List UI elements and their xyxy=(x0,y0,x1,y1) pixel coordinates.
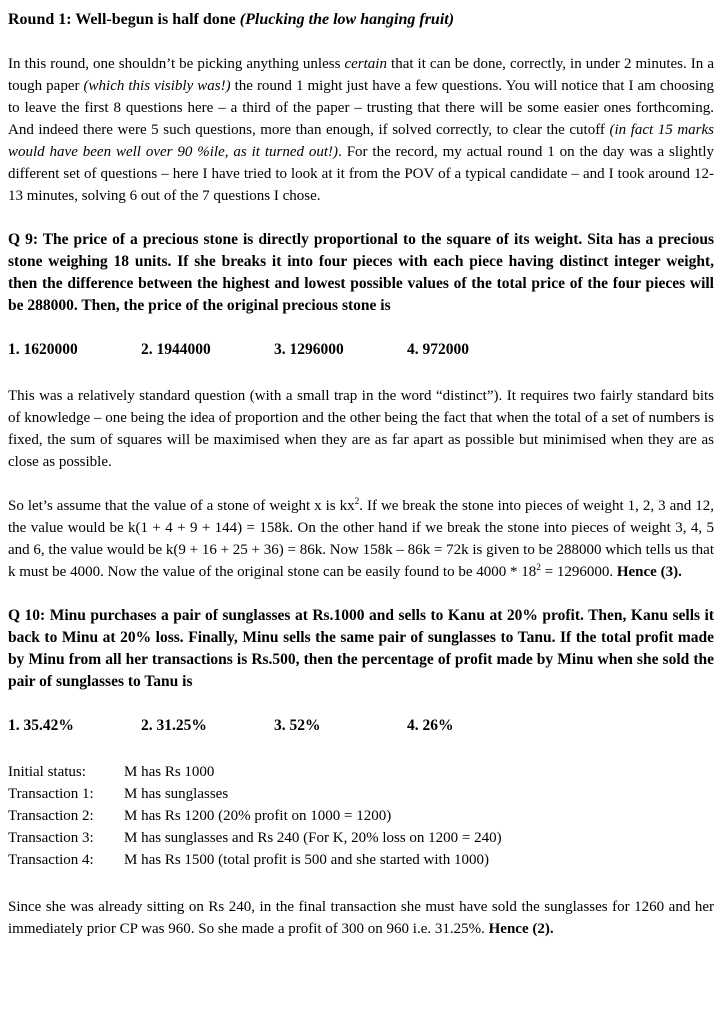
transaction-value: M has sunglasses and Rs 240 (For K, 20% loss on 1200 = 240) xyxy=(124,830,502,846)
text-segment: that it can be done, correctly, in under 2 minutes. In a tough paper xyxy=(8,56,714,94)
transaction-row xyxy=(8,805,714,827)
text-segment: 2 xyxy=(536,563,541,573)
q9-option-4: 4. 972000 xyxy=(407,341,469,358)
text-segment: Hence (2). xyxy=(488,921,554,937)
q10-option-4: 4. 26% xyxy=(407,717,454,734)
transaction-value: M has sunglasses xyxy=(124,786,229,802)
q10-options-row xyxy=(8,715,714,737)
q10-question: Q 10: Minu purchases a pair of sunglasses at Rs.1000 and sells to Kanu at 20% profit. Then, Kanu sells it back to Minu at 20% loss. Finally, Minu sells the same pair of sunglasses to Tanu. If the total profit made by Minu from all her transactions is Rs.500, then the percentage of profit made by Minu when she sold the pair of sunglasses to Tanu is xyxy=(8,607,714,690)
q9-option-1: 1. 1620000 xyxy=(8,341,78,358)
transaction-label: Transaction 4: xyxy=(8,852,94,868)
text-segment: (in fact 15 marks would have been well over 90 %ile, as it turned out!) xyxy=(8,122,714,160)
text-segment: (Plucking the low hanging fruit) xyxy=(239,11,455,28)
transaction-row xyxy=(8,849,714,871)
transaction-row xyxy=(8,783,714,805)
transaction-label: Transaction 3: xyxy=(8,830,94,846)
text-segment: In this round, one shouldn’t be picking anything unless xyxy=(8,56,345,72)
q9-option-3: 3. 1296000 xyxy=(274,341,344,358)
q10-transactions-list xyxy=(8,761,714,871)
q10-option-1: 1. 35.42% xyxy=(8,717,74,734)
transaction-value: M has Rs 1000 xyxy=(124,764,215,780)
text-segment: Round 1: Well-begun is half done xyxy=(8,11,240,28)
intro-paragraph xyxy=(8,53,714,207)
text-segment: (which this visibly was!) xyxy=(83,78,231,94)
text-segment: = 1296000. xyxy=(540,564,617,580)
q9-option-2: 2. 1944000 xyxy=(141,341,211,358)
transaction-row xyxy=(8,827,714,849)
text-segment: certain xyxy=(344,56,387,72)
text-segment: . If we break the stone into pieces of weight 1, 2, 3 and 12, the value would be k(1 + 4 + 9 + 144) = 158k. On the other hand if we break the stone into pieces of weight 3, 4, 5 and 6, the value would be k(9 + 16 + 25 + 36) = 86k. Now 158k – 86k = 72k is given to be 288000 which tells us that k must be 4000. Now the value of the original stone can be easily found to be 4000 * 18 xyxy=(8,498,714,580)
text-segment: 2 xyxy=(354,497,360,507)
text-segment: the round 1 might just have a few questions. You will notice that I am choosing to leave the first 8 questions here – a third of the paper – trusting that there will be some easier ones forthcoming. And indeed there were 5 such questions, more than enough, if solved correctly, to clear the cutoff xyxy=(8,78,714,138)
q9-question: Q 9: The price of a precious stone is directly proportional to the square of its weight. Sita has a precious stone weighing 18 units. If she breaks it into four pieces with each piece having distinct integer weight, then the difference between the highest and lowest possible values of the total price of the four pieces will be 288000. Then, the price of the original precious stone is xyxy=(8,231,714,314)
q9-options-row xyxy=(8,339,714,361)
transaction-value: M has Rs 1200 (20% profit on 1000 = 1200) xyxy=(124,808,392,824)
transaction-label: Initial status: xyxy=(8,764,86,780)
q9-solution-paragraph xyxy=(8,495,714,583)
round-heading xyxy=(8,9,714,31)
text-segment: So let’s assume that the value of a stone of weight x is kx xyxy=(8,498,355,514)
q10-option-2: 2. 31.25% xyxy=(141,717,207,734)
text-segment: Since she was already sitting on Rs 240, in the final transaction she must have sold the sunglasses for 1260 and her immediately prior CP was 960. So she made a profit of 300 on 960 i.e. 31.25%. xyxy=(8,899,714,937)
transaction-row xyxy=(8,761,714,783)
q10-option-3: 3. 52% xyxy=(274,717,321,734)
q10-conclusion-paragraph xyxy=(8,896,714,940)
q9-discussion-paragraph: This was a relatively standard question (with a small trap in the word “distinct”). It requires two fairly standard bits of knowledge – one being the idea of proportion and the other being the fact that when the total of a set of numbers is fixed, the sum of squares will be maximised when they are as far apart as possible but minimised when they are as close as possible. xyxy=(8,388,714,470)
transaction-label: Transaction 2: xyxy=(8,808,94,824)
transaction-value: M has Rs 1500 (total profit is 500 and she started with 1000) xyxy=(124,852,489,868)
text-segment: Hence (3). xyxy=(616,564,682,580)
text-segment: . For the record, my actual round 1 on the day was a slightly different set of questions – here I have tried to look at it from the POV of a typical candidate – and I took around 12-13 minutes, solving 6 out of the 7 questions I chose. xyxy=(8,144,715,204)
transaction-label: Transaction 1: xyxy=(8,786,94,802)
